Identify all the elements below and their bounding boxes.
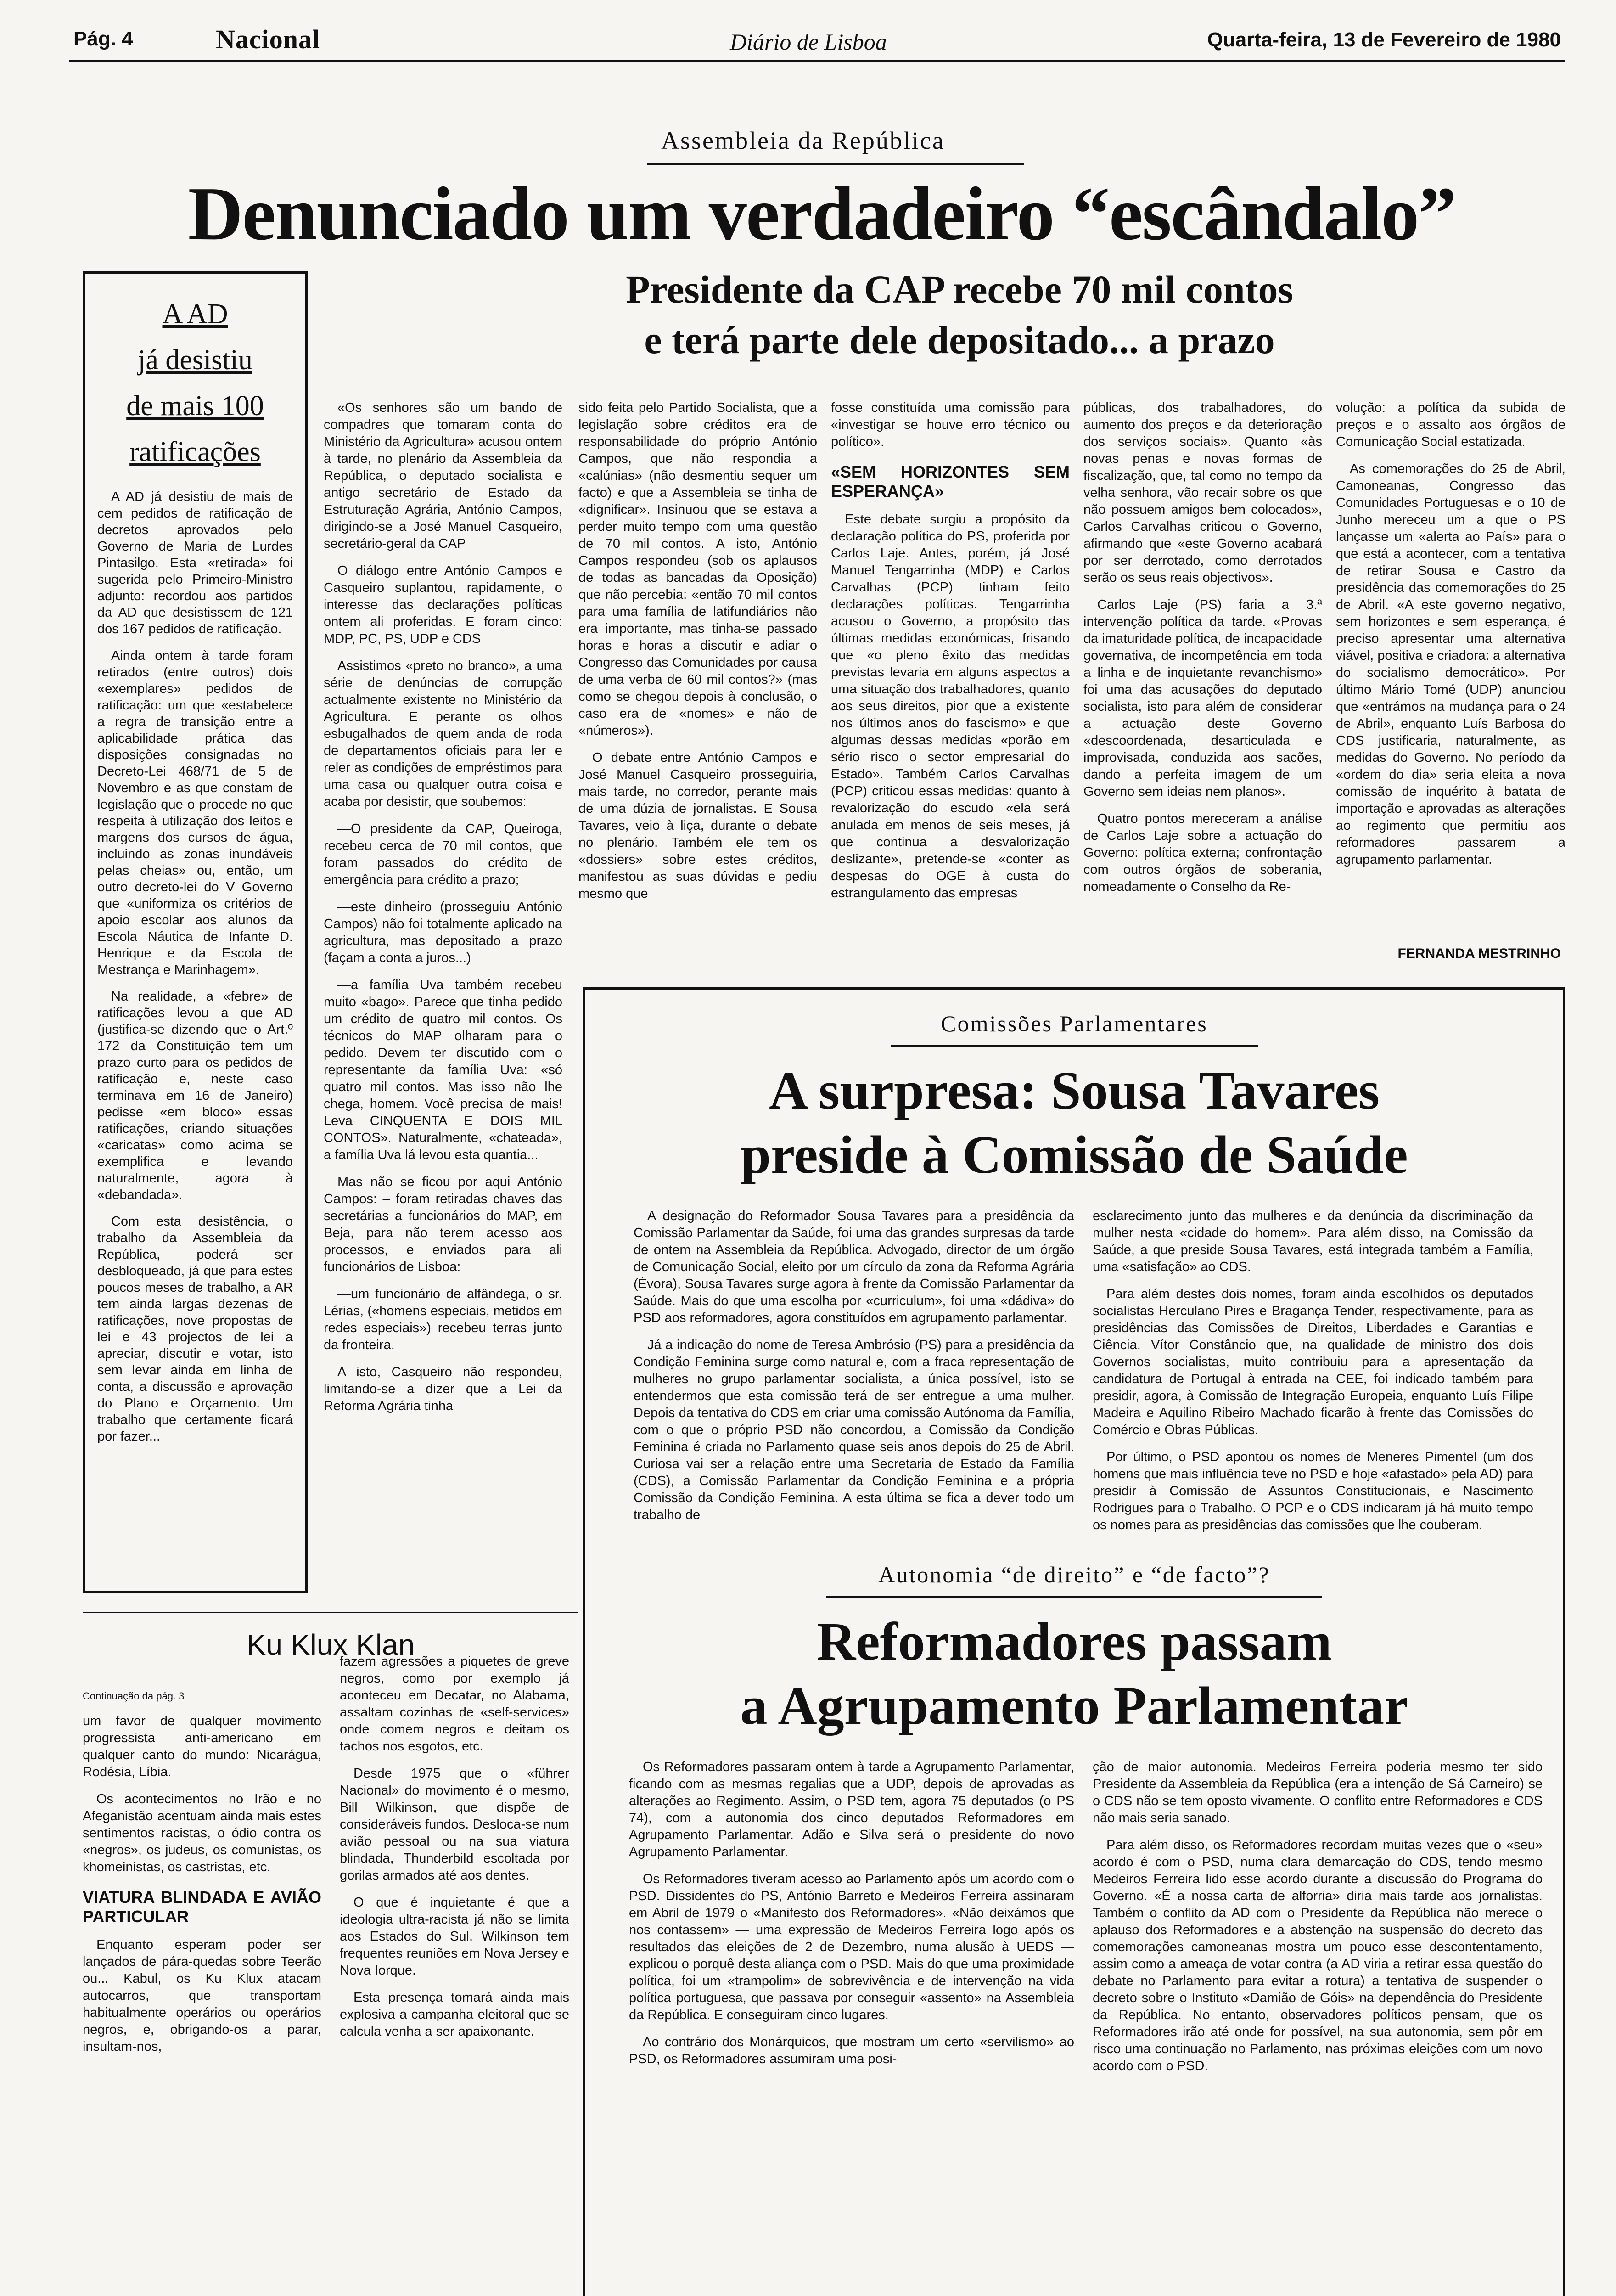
sidebar-paragraph: Com esta desistência, o trabalho da Assembleia da República, poderá ser desbloqueado, já que para estes poucos meses de trabalho, a AR tem ainda largas dezenas de ratificações, nove propostas de lei e 43 projectos de lei a apreciar, discutir e votar, isto sem levar ainda em linha de conta, a discussão e aprovação do Plano e Orçamento. Um trabalho que certamente ficará por fazer...	[97, 1214, 293, 1444]
sidebar-title-line: já desistiu	[138, 344, 252, 376]
article-paragraph: fosse constituída uma comissão para «investigar se houve erro técnico ou político».	[831, 400, 1070, 449]
byline: FERNANDA MESTRINHO	[1397, 946, 1561, 961]
article-paragraph: —O presidente da CAP, Queiroga, recebeu cerca de 70 mil contos, que foram passados do crédito de emergência para crédito a prazo;	[324, 822, 562, 887]
section-subhead: VIATURA BLINDADA E AVIÃO PARTICULAR	[83, 1888, 321, 1926]
sidebar-paragraph: Ainda ontem à tarde foram retirados (entre outros) dois «exemplares» pedidos de ratificação: um que «estabelece a regra de transição entre a aplicabilidade prática das disposições consignadas no Decreto-Lei 468/71 de 5 de Novembro e as que constam de legislação que o procede no que respeita à utilização dos leitos e margens dos cursos de água, incluindo as zonas inundáveis pelas cheias» ou, então, um outro decreto-lei do V Governo que «uniformiza os critérios de apoio escolar aos alunos da Escola Náutica de Infante D. Henrique e da Escola de Mestrança e Marinhagem».	[97, 648, 293, 977]
article-paragraph: ção de maior autonomia. Medeiros Ferreira poderia mesmo ter sido Presidente da Assembleia da República (era a intenção de Sá Carneiro) se o CDS não se tem oposto vivamente. O conflito entre Reformadores e CDS não mais seria sanado.	[1093, 1760, 1543, 1825]
article-paragraph: Este debate surgiu a propósito da declaração política do PS, proferida por Carlos Laje. Antes, porém, já José Manuel Tengarrinha (MDP) e Carlos Carvalhas (PCP) tinham feito declarações políticas. Tengarrinha acusou o Governo, a propósito das últimas medidas económicas, frisando que «o pleno êxito das medidas previstas levaria em alguns aspectos a uma situação dos trabalhadores, quanto aos seus direitos, pior que a existente nos últimos anos do fascismo» e que algumas dessas medidas «porão em sério risco o sector empresarial do Estado». Também Carlos Carvalhas (PCP) criticou essas medidas: quanto à revalorização do escudo «ela será anulada em menos de seis meses, já que continua a desvalorização deslizante», pretende-se «conter as despesas do OGE à custa do estrangulamento das empresas	[831, 512, 1070, 900]
article-paragraph: Os Reformadores tiveram acesso ao Parlamento após um acordo com o PSD. Dissidentes do PS, António Barreto e Medeiros Ferreira assinaram em Abril de 1979 o «Manifesto dos Reformadores». «Não deixámos que nos contassem» — uma expressão de Medeiros Ferreira logo após os resultados das eleições de 2 de Dezembro, numa alusão à UEDS — explicou o porquê desta aliança com o PSD. Mais do que uma proximidade política, foi um «trampolim» de sobrevivência e de intervenção na vida política portuguesa, que passava por conseguir «assento» na Assembleia da República. E conseguiram cinco lugares.	[629, 1872, 1074, 2022]
article-paragraph: Os Reformadores passaram ontem à tarde a Agrupamento Parlamentar, ficando com as mesmas regalias que a UDP, depois de aprovadas as alterações ao Regimento. Assim, o PSD tem, agora 75 deputados (o PS 74), com a autonomia dos cinco deputados Reformadores em Agrupamento Parlamentar. Adão e Silva será o presidente do novo Agrupamento Parlamentar.	[629, 1760, 1074, 1859]
sidebar-title-line: de mais 100	[126, 390, 264, 422]
article-paragraph: Enquanto esperam poder ser lançados de pára-quedas sobre Teerão ou... Kabul, os Ku Klux atacam autocarros, que transportam habitualmente operários ou operários negros, e, obrigando-os a parar, insultam-nos,	[83, 1937, 321, 2054]
section-name: Nacional	[216, 24, 320, 54]
main-column-4	[1083, 400, 1322, 906]
sidebar-text	[97, 489, 293, 1445]
main-subhead-1: Presidente da CAP recebe 70 mil contos	[626, 267, 1293, 311]
article-paragraph: O diálogo entre António Campos e Casqueiro suplantou, rapidamente, o interesse das declarações políticas ontem ali proferidas. E foram cinco: MDP, PC, PS, UDP e CDS	[324, 563, 562, 646]
article-paragraph: Mas não se ficou por aqui António Campos: – foram retiradas chaves das secretárias a funcionários do MAP, em Beja, para não terem acesso aos processos, e enviados para ali funcionários de Lisboa:	[324, 1175, 562, 1274]
comissoes-column-1	[634, 1208, 1074, 1534]
article-paragraph: —a família Uva também recebeu muito «bago». Parece que tinha pedido um crédito de quatro mil contos. Os técnicos do MAP olharam para o pedido. Devem ter discutido com o representante da família Uva: «só quatro mil contos. Mas isso não lhe chega, homem. Você precisa de mais! Leva CINQUENTA E DOIS MIL CONTOS». Naturalmente, «chateada», a família Uva lá levou esta quantia...	[324, 978, 562, 1162]
article-paragraph: —um funcionário de alfândega, o sr. Lérias, («homens especiais, metidos em redes especiais») recebeu terras junto da fronteira.	[324, 1287, 562, 1352]
reformadores-headline-2: a Agrupamento Parlamentar	[740, 1676, 1408, 1736]
article-paragraph: A designação do Reformador Sousa Tavares para a presidência da Comissão Parlamentar da Saúde, foi uma das grandes surpresas da tarde de ontem na Assembleia da República. Advogado, director de um órgão de Comunicação Social, eleito por um círculo da zona da Reforma Agrária (Évora), Sousa Tavares surge agora à frente da Comissão Parlamentar da Saúde. Mais do que uma escolha por «curriculum», foi uma «dádiva» do PSD aos reformadores, agora constituídos em agrupamento parlamentar.	[634, 1209, 1074, 1325]
comissoes-headline-2: preside à Comissão de Saúde	[741, 1125, 1408, 1185]
main-column-1	[324, 400, 562, 1425]
newspaper-name: Diário de Lisboa	[730, 29, 887, 55]
kkk-column-2	[340, 1653, 569, 2050]
article-paragraph: Já a indicação do nome de Teresa Ambrósio (PS) para a presidência da Condição Feminina surge como natural e, com a fraca representação de mulheres no grupo parlamentar socialista, a única possível, isto se entendermos que esta comissão terá de ser entregue a uma mulher. Depois da tentativa do CDS em criar uma comissão Autónoma da Família, com o que o próprio PSD não concordou, a Comissão da Condição Feminina é criada no Parlamento quase seis anos depois do 25 de Abril. Curiosa vai ser a relação entre uma Secretaria de Estado da Família (CDS), a Comissão Parlamentar da Condição Feminina e a própria Comissão da Condição Feminina. A esta última se fica a dever todo um trabalho de	[634, 1338, 1074, 1522]
main-subhead-2: e terá parte dele depositado... a prazo	[644, 318, 1275, 362]
article-paragraph: Quatro pontos mereceram a análise de Carlos Laje sobre a actuação do Governo: política externa; confrontação com outros órgãos de soberania, nomeadamente o Conselho da Re-	[1083, 811, 1322, 894]
reformadores-kicker: Autonomia “de direito” e “de facto”?	[878, 1562, 1270, 1587]
article-paragraph: «Os senhores são um bando de compadres que tomaram conta do Ministério da Agricultura» acusou ontem à tarde, no plenário da Assembleia da República, o deputado socialista e antigo secretário de Estado da Estruturação Agrária, António Campos, dirigindo-se a José Manuel Casqueiro, secretário-geral da CAP	[324, 400, 562, 551]
article-paragraph: um favor de qualquer movimento progressista anti-americano em qualquer canto do mundo: Nicarágua, Rodésia, Líbia.	[83, 1714, 321, 1779]
header-rule	[69, 60, 1566, 62]
article-paragraph: Esta presença tomará ainda mais explosiva a campanha eleitoral que se calcula venha a ser apaixonante.	[340, 1990, 569, 2039]
article-paragraph: sido feita pelo Partido Socialista, que a legislação sobre créditos era de responsabilidade do próprio António Campos, que não respondia a «calúnias» (não desmentiu sequer um facto) e que a Assembleia se tinha de «dignificar». Insinuou que se estava a perder muito tempo com uma questão de 70 mil contos. A isto, António Campos respondeu (sob os aplausos de todas as bancadas da Oposição) que não percebia: «então 70 mil contos para uma família de latifundiários não era importante, mas tinha-se passado horas e horas a discutir e adiar o Congresso das Comunidades por causa de uma verba de 60 mil contos?» (mas como se chegou depois à conclusão, o caso era de «nomes» e não de «números»).	[578, 400, 817, 738]
reformadores-column-2	[1093, 1759, 1543, 2085]
article-paragraph: Ao contrário dos Monárquicos, que mostram um certo «servilismo» ao PSD, os Reformadores assumiram uma posi-	[629, 2035, 1074, 2066]
article-paragraph: volução: a política da subida de preços e o assalto aos órgãos de Comunicação Social estatizada.	[1336, 400, 1566, 449]
kkk-column-1	[83, 1690, 321, 2065]
article-paragraph: Para além destes dois nomes, foram ainda escolhidos os deputados socialistas Herculano Pires e Bragança Tender, respectivamente, para as presidências das Comissões de Direitos, Liberdades e Garantias e Ciência. Vítor Constâncio que, na qualidade de ministro dos dois Governos socialistas, muito contribuiu para a apresentação da candidatura de Portugal à entrada na CEE, foi indicado também para presidir, agora, à Comissão de Integração Europeia, enquanto Luís Filipe Madeira e Aquilino Ribeiro Machado ficarão à frente das Comissões do Comércio e Obras Públicas.	[1093, 1287, 1533, 1437]
article-paragraph: O que é inquietante é que a ideologia ultra-racista já não se limita aos Estados do Sul. Wilkinson tem frequentes reuniões em Nova Jersey e Nova Iorque.	[340, 1895, 569, 1978]
kicker-rule	[891, 1045, 1258, 1047]
main-column-3	[831, 400, 1070, 912]
sidebar-title-line: A AD	[162, 298, 228, 330]
sidebar-paragraph: A AD já desistiu de mais de cem pedidos de ratificação de decretos aprovados pelo Governo de Maria de Lurdes Pintasilgo. Esta «retirada» foi sugerida pelo Primeiro-Ministro adjunto: recordou aos partidos da AD que desistissem de 121 dos 167 pedidos de ratificação.	[97, 490, 293, 636]
article-paragraph: fazem agressões a piquetes de greve negros, como por exemplo já aconteceu em Decatar, no Alabama, assaltam cozinhas de «self-services» onde comem negros e deitam os tachos nos esgotos, etc.	[340, 1654, 569, 1754]
article-paragraph: Desde 1975 que o «führer Nacional» do movimento é o mesmo, Bill Wilkinson, que dispõe de consideráveis fundos. Desloca-se num avião pessoal ou na sua viatura blindada, Thunderbild escoltada por gorilas armados até aos dentes.	[340, 1766, 569, 1883]
kkk-title: Ku Klux Klan	[246, 1628, 415, 1661]
article-paragraph: Assistimos «preto no branco», a uma série de denúncias de corrupção actualmente existente no Ministério da Agricultura. E perante os olhos esbugalhados de quem anda de roda de departamentos oficiais para ler e reler as condições de empréstimos para uma casa ou qualquer outra coisa e acaba por desistir, que soubemos:	[324, 658, 562, 809]
sidebar-title-line: ratificações	[129, 436, 261, 467]
reformadores-headline-1: Reformadores passam	[817, 1611, 1332, 1671]
sidebar-paragraph: Na realidade, a «febre» de ratificações levou a que AD (justifica-se dizendo que o Art.º 172 da Constituição tem um prazo curto para os pedidos de ratificação e, neste caso terminava em 16 de Janeiro) pedisse «em bloco» essas ratificações, criando situações «caricatas» como acima se exemplifica e levando naturalmente, agora à «debandada».	[97, 989, 293, 1202]
continuation-note: Continuação da pág. 3	[83, 1690, 185, 1702]
kicker-rule	[647, 163, 1024, 165]
issue-date: Quarta-feira, 13 de Fevereiro de 1980	[1207, 28, 1561, 51]
article-paragraph: Para além disso, os Reformadores recordam muitas vezes que o «seu» acordo é com o PSD, numa clara demarcação do CDS, tendo mesmo Medeiros Ferreira lido esse acordo durante a discussão do Programa do Governo. «É a nossa carta de alforria» diria mais tarde aos jornalistas. Também o conflito da AD com o Presidente da República não merece o aplauso dos Reformadores e a abstenção na suspensão do decreto das comemorações camoneanas mostra um pouco esse descontentamento, assim como a ameaça de votar contra (a AD viria a retirar essa questão do debate no Parlamento para evitar a rotura) a tentativa de suspender o decreto sobre o Instituto «Damião de Góis» na dependência do Presidente da República. No entanto, observadores políticos pensam, que os Reformadores irão até onde for possível, na sua autonomia, sem pôr em risco uma continuação no Parlamento, nas próximas eleições com um novo acordo com o PSD.	[1093, 1838, 1543, 2073]
comissoes-kicker: Comissões Parlamentares	[941, 1011, 1208, 1036]
kkk-rule	[83, 1612, 578, 1613]
page-number: Pág. 4	[73, 28, 133, 50]
reformadores-column-1	[629, 1759, 1074, 2078]
kicker-rule	[826, 1596, 1322, 1598]
comissoes-column-2	[1093, 1208, 1533, 1544]
article-paragraph: O debate entre António Campos e José Manuel Casqueiro prosseguiria, mais tarde, no corredor, perante mais de uma dúzia de jornalistas. E Sousa Tavares, veio à liça, durante o debate no plenário. Também ele tem os «dossiers» sobre estes créditos, manifestou as suas dúvidas e pediu mesmo que	[578, 750, 817, 901]
section-subhead: «SEM HORIZONTES SEM ESPERANÇA»	[831, 462, 1070, 501]
article-paragraph: Os acontecimentos no Irão e no Afeganistão acentuam ainda mais estes sentimentos racistas, o ódio contra os «negros», os judeus, os comunistas, os khomeinistas, os castristas, etc.	[83, 1792, 321, 1874]
main-headline: Denunciado um verdadeiro “escândalo”	[188, 171, 1456, 256]
main-kicker: Assembleia da República	[661, 127, 945, 154]
sidebar-title	[97, 291, 293, 475]
article-paragraph: públicas, dos trabalhadores, do aumento dos preços e da deterioração dos serviços sociais». Quanto «às novas penas e novas formas de fiscalização, que, tal como no tempo da velha senhora, vão recair sobre os que não possuem amigos bem colocados», Carlos Carvalhas criticou o Governo, afirmando que «este Governo acabará por ser derrotado, como derrotados serão os seus reais objectivos».	[1083, 400, 1322, 585]
comissoes-headline-1: A surpresa: Sousa Tavares	[769, 1060, 1380, 1120]
article-paragraph: esclarecimento junto das mulheres e da denúncia da discriminação da mulher nesta «cidade do homem». Para além disso, na Comissão da Saúde, a que preside Sousa Tavares, está integrada também a Família, uma «satisfação» ao CDS.	[1093, 1209, 1533, 1274]
article-paragraph: Por último, o PSD apontou os nomes de Meneres Pimentel (um dos homens que mais influência teve no PSD e hoje «afastado» pela AD) para presidir à Comissão de Assuntos Constitucionais, e Nascimento Rodrigues para o Trabalho. O PCP e o CDS indicaram já há muito tempo os nomes para as presidências das comissões que lhe couberam.	[1093, 1450, 1533, 1532]
article-paragraph: A isto, Casqueiro não respondeu, limitando-se a dizer que a Lei da Reforma Agrária tinha	[324, 1365, 562, 1413]
main-column-5	[1336, 400, 1566, 878]
article-paragraph: As comemorações do 25 de Abril, Camoneanas, Congresso das Comunidades Portuguesas e o 10 de Junho mereceu um a que o PS lançasse um «alerta ao País» para o que está a acontecer, com a tentativa de retirar Sousa e Castro da presidência das comemorações do 25 de Abril. «A este governo negativo, sem horizontes e sem esperança, é preciso apresentar uma alternativa viável, positiva e criadora: a alternativa do socialismo democrático». Por último Mário Tomé (UDP) anunciou que «entrámos na mudança para o 24 de Abril», enquanto Luís Barbosa do CDS justificaria, naturalmente, as medidas do Governo. No período da «ordem do dia» seria eleita a nova comissão de inquérito à batata de importação e aprovadas as alterações ao regimento que permitiu aos reformadores passarem a agrupamento parlamentar.	[1336, 461, 1566, 867]
article-paragraph: Carlos Laje (PS) faria a 3.ª intervenção política da tarde. «Provas da imaturidade política, de incapacidade governativa, de incompetência em toda a linha e de inquietante revanchismo» foi uma das acusações do deputado socialista, isto para além de considerar a actuação deste Governo «descoordenada, desarticulada e improvisada, conduzida aos sacões, dando a perfeita imagem de um Governo sem ideias nem planos».	[1083, 597, 1322, 799]
sidebar-box	[83, 271, 308, 1593]
article-paragraph: —este dinheiro (prosseguiu António Campos) não foi totalmente aplicado na agricultura, mas depositado a prazo (façam a conta a juros...)	[324, 900, 562, 965]
main-column-2	[578, 400, 817, 912]
